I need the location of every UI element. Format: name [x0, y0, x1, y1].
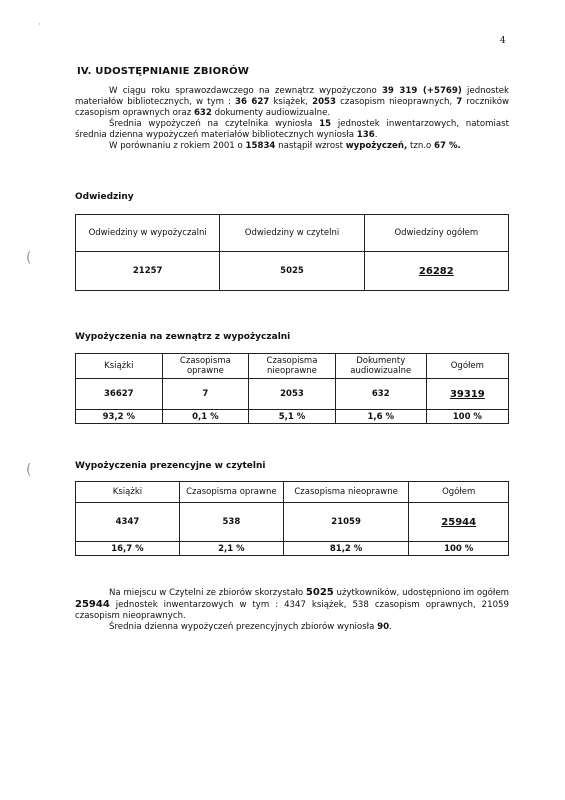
- emphasis: 632: [193, 108, 212, 118]
- table-cell: 93,2 %: [76, 410, 163, 424]
- table-cell: 21257: [76, 252, 220, 291]
- table-header-cell: Czasopisma nieoprawne: [249, 354, 336, 379]
- table-header-cell: Odwiedziny ogółem: [364, 215, 508, 252]
- table-total-cell: 26282: [364, 252, 508, 291]
- section-title-visits: Odwiedziny: [75, 192, 134, 202]
- emphasis: 25944: [75, 599, 110, 610]
- table-cell: 16,7 %: [76, 542, 180, 556]
- text-run: książek,: [269, 97, 313, 107]
- table-cell: 2053: [249, 379, 336, 410]
- table-header-row: [76, 354, 509, 379]
- table-header-cell: Książki: [76, 482, 180, 503]
- emphasis: 7: [456, 97, 463, 107]
- table-header-row: [76, 215, 509, 252]
- section-heading: IV. UDOSTĘPNIANIE ZBIORÓW: [77, 66, 250, 77]
- emphasis: 36 627: [235, 97, 270, 107]
- table-total-cell: 39319: [426, 379, 508, 410]
- table-row: [76, 503, 509, 542]
- text-run: roczników czasopism oprawnych oraz: [75, 97, 509, 118]
- table-cell: 81,2 %: [283, 542, 409, 556]
- text-run: czasopism nieoprawnych,: [336, 97, 457, 107]
- table-header-cell: Odwiedziny w wypożyczalni: [76, 215, 220, 252]
- paragraph-line: [75, 622, 509, 633]
- emphasis: 5025: [305, 587, 334, 598]
- table-cell: 7: [162, 379, 249, 410]
- text-run: jednostek inwentarzowych w tym : 4347 książek, 538 czasopism oprawnych, 21059 czasopism nieoprawnych.: [75, 600, 509, 621]
- table-cell: 21059: [283, 503, 409, 542]
- table-header-cell: Czasopisma nieoprawne: [283, 482, 409, 503]
- table-header-cell: Czasopisma oprawne: [162, 354, 249, 379]
- emphasis: 39 319 (+5769): [381, 86, 462, 96]
- emphasis: 15: [319, 119, 332, 129]
- emphasis: 90: [377, 622, 390, 632]
- table-cell: 1,6 %: [335, 410, 426, 424]
- text-run: jednostek materiałów bibliotecznych, w tym :: [75, 86, 509, 107]
- reading-room-loans-table: [75, 481, 509, 556]
- text-run: dokumenty audiowizualne.: [211, 108, 331, 118]
- table-header-cell: Odwiedziny w czytelni: [220, 215, 364, 252]
- text-run: nastąpił wzrost: [275, 141, 346, 151]
- table-header-cell: Ogółem: [426, 354, 508, 379]
- table-row: [76, 252, 509, 291]
- paragraph-line: [75, 141, 509, 152]
- table-header-cell: Książki: [76, 354, 163, 379]
- table-cell: 5,1 %: [249, 410, 336, 424]
- emphasis: 15834: [245, 141, 276, 151]
- text-run: W porównaniu z rokiem 2001 o: [109, 141, 246, 151]
- table-cell: 100 %: [409, 542, 509, 556]
- section-title-reading-room-loans: Wypożyczenia prezencyjne w czytelni: [75, 461, 266, 471]
- paragraph-line: [75, 587, 509, 622]
- table-header-row: [76, 482, 509, 503]
- emphasis: 67 %.: [434, 141, 461, 151]
- table-header-cell: Czasopisma oprawne: [179, 482, 283, 503]
- text-run: Na miejscu w Czytelni ze zbiorów skorzystało: [109, 588, 306, 598]
- table-cell: 632: [335, 379, 426, 410]
- table-percent-row: [76, 542, 509, 556]
- table-cell: 2,1 %: [179, 542, 283, 556]
- text-run: .: [389, 622, 392, 632]
- emphasis: wypożyczeń,: [345, 141, 408, 151]
- text-run: tzn.o: [407, 141, 434, 151]
- table-total-cell: 25944: [409, 503, 509, 542]
- visits-table: [75, 214, 509, 291]
- text-run: Średnia wypożyczeń na czytelnika wyniosła: [109, 119, 320, 129]
- table-percent-row: [76, 410, 509, 424]
- emphasis: 136: [356, 130, 375, 140]
- text-run: użytkowników, udostępniono im ogółem: [333, 588, 510, 598]
- scan-mark: ·: [38, 20, 41, 30]
- section-title-external-loans: Wypożyczenia na zewnątrz z wypożyczalni: [75, 332, 291, 342]
- text-run: jednostek inwentarzowych, natomiast średnia dzienna wypożyczeń materiałów bibliotecznych wyniosła: [75, 119, 510, 140]
- table-header-cell: Dokumenty audiowizualne: [335, 354, 426, 379]
- scan-mark: (: [26, 462, 32, 478]
- table-row: [76, 379, 509, 410]
- text-run: .: [374, 130, 378, 140]
- text-run: Średnia dzienna wypożyczeń prezencyjnych zbiorów wyniosła: [109, 622, 378, 632]
- paragraph-line: [75, 86, 509, 119]
- table-cell: 4347: [76, 503, 180, 542]
- table-header-cell: Ogółem: [409, 482, 509, 503]
- table-cell: 36627: [76, 379, 163, 410]
- scan-mark: (: [26, 250, 32, 266]
- emphasis: 2053: [312, 97, 337, 107]
- table-cell: 0,1 %: [162, 410, 249, 424]
- table-cell: 100 %: [426, 410, 508, 424]
- paragraph-line: [75, 119, 509, 141]
- table-cell: 538: [179, 503, 283, 542]
- table-cell: 5025: [220, 252, 364, 291]
- paragraph-reading-room-summary: [75, 587, 509, 633]
- external-loans-table: [75, 353, 509, 424]
- text-run: W ciągu roku sprawozdawczego na zewnątrz wypożyczono: [109, 86, 382, 96]
- paragraph-lending-summary: [75, 86, 509, 152]
- page-number: 4: [500, 36, 506, 46]
